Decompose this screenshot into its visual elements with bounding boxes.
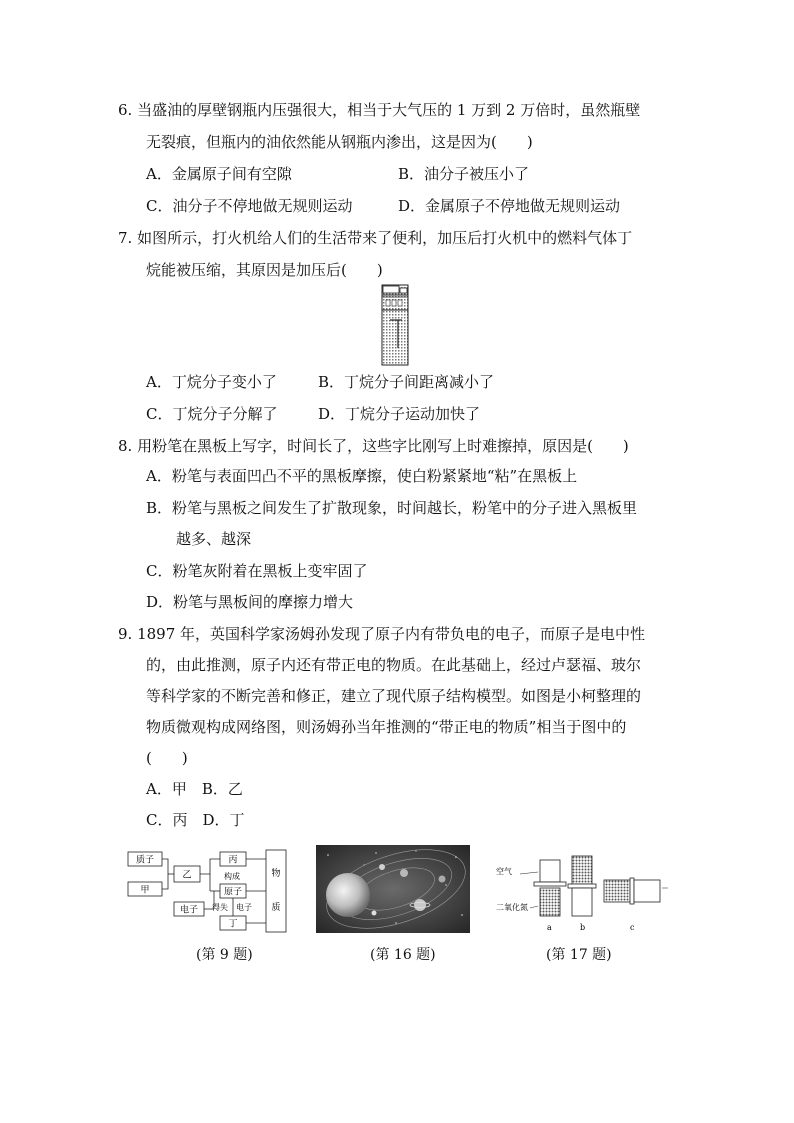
q8-stem-line1: 8. 用粉笔在黑板上写字，时间长了，这些字比刚写上时难擦掉，原因是( ) (118, 437, 629, 455)
fig9-proton: 质子 (135, 855, 155, 866)
fig9-ding: 丁 (228, 919, 238, 930)
q6-option-a: A．金属原子间有空隙 (146, 165, 292, 183)
fig9-atom: 原子 (223, 887, 243, 898)
q7-option-a: A．丁烷分子变小了 (146, 373, 277, 391)
q9-stem-line3: 等科学家的不断完善和修正，建立了现代原子结构模型。如图是小柯整理的 (146, 687, 642, 705)
q8-option-a: A．粉笔与表面凹凸不平的黑板摩擦，使白粉紧紧地“粘”在黑板上 (146, 467, 578, 485)
q6-stem-line2: 无裂痕，但瓶内的油依然能从钢瓶内渗出，这是因为( ) (146, 133, 533, 151)
fig17-label-c: c (630, 923, 635, 932)
q9-stem-line4: 物质微观构成网络图，则汤姆孙当年推测的“带正电的物质”相当于图中的 (146, 718, 627, 736)
figure-16-caption: (第 16 题) (370, 947, 436, 963)
figure-9-network (126, 846, 290, 936)
fig9-matter-2: 质 (271, 903, 281, 913)
q9-stem-line2: 的，由此推测，原子内还有带正电的物质。在此基础上，经过卢瑟福、玻尔 (146, 656, 642, 674)
q8-option-c: C．粉笔灰附着在黑板上变牢固了 (146, 562, 368, 580)
fig9-yi: 乙 (182, 870, 192, 881)
figure-16-solar-system (316, 845, 470, 933)
fig17-no2-label: 二氧化氮 (496, 903, 528, 912)
figure-9-caption: (第 9 题) (196, 947, 253, 963)
figure-17-diffusion (494, 850, 670, 936)
fig9-compose-label: 构成 (224, 872, 240, 881)
q7-option-c: C．丁烷分子分解了 (146, 405, 278, 423)
fig17-label-b: b (580, 923, 586, 932)
q8-option-b-line1: B．粉笔与黑板之间发生了扩散现象，时间越长，粉笔中的分子进入黑板里 (146, 499, 638, 517)
q9-stem-line5: ( ) (146, 749, 188, 767)
q7-stem-line2: 烷能被压缩，其原因是加压后( ) (146, 261, 383, 279)
fig9-jia: 甲 (140, 885, 150, 896)
fig17-label-a: a (547, 923, 552, 932)
fig9-electron: 电子 (179, 905, 199, 916)
figure-17-caption: (第 17 题) (546, 947, 612, 963)
q6-option-c: C．油分子不停地做无规则运动 (146, 197, 353, 215)
fig9-bing: 丙 (228, 855, 238, 866)
q7-option-b: B．丁烷分子间距离减小了 (318, 373, 495, 391)
q7-option-d: D．丁烷分子运动加快了 (318, 405, 481, 423)
q6-option-d: D．金属原子不停地做无规则运动 (398, 197, 621, 215)
q7-stem-line1: 7. 如图所示，打火机给人们的生活带来了便利，加压后打火机中的燃料气体丁 (118, 229, 633, 247)
q9-options-cd: C．丙 D．丁 (146, 811, 245, 829)
lighter-figure (380, 284, 410, 366)
fig9-matter-1: 物 (271, 869, 281, 879)
q9-stem-line1: 9. 1897 年，英国科学家汤姆孙发现了原子内有带负电的电子，而原子是电中性 (118, 625, 646, 643)
q6-option-b: B．油分子被压小了 (398, 165, 530, 183)
q8-option-b-line2: 越多、越深 (176, 530, 252, 548)
q6-stem-line1: 6. 当盛油的厚壁钢瓶内压强很大，相当于大气压的 1 万到 2 万倍时，虽然瓶壁 (118, 101, 641, 119)
fig9-lose-gain-label: 得失 (212, 903, 228, 912)
fig9-electron-label: 电子 (236, 903, 252, 912)
fig17-air-label: 空气 (496, 867, 512, 876)
q8-option-d: D．粉笔与黑板间的摩擦力增大 (146, 593, 354, 611)
q9-options-ab: A．甲 B．乙 (146, 780, 243, 798)
